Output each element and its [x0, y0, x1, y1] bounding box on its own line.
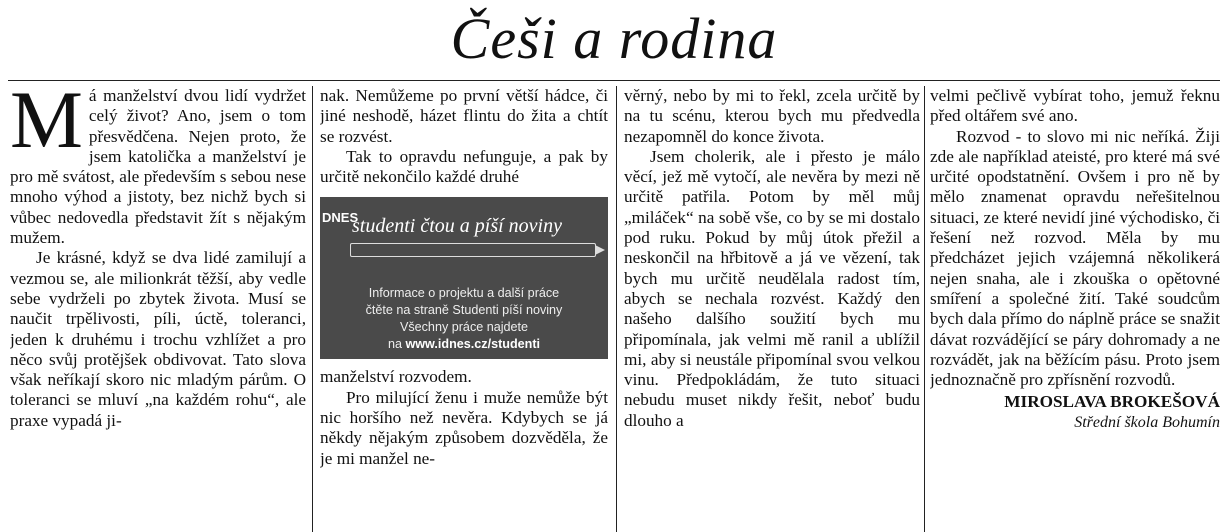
paragraph — [10, 86, 306, 248]
column-divider — [616, 86, 617, 532]
column-divider — [924, 86, 925, 532]
article-column-2 — [320, 86, 608, 532]
paragraph: Tak to opravdu nefunguje, a pak by určitě nekončilo každé druhé — [320, 146, 608, 187]
ad-url: www.idnes.cz/studenti — [405, 337, 541, 352]
paragraph: manželství rozvodem. — [320, 367, 472, 387]
title-rule — [8, 80, 1220, 81]
paragraph: věrný, nebo by mi to řekl, zcela určitě by na tu scénu, kterou bych mu předvedla nezapomněl do konce života. — [624, 86, 920, 146]
article-column-3 — [624, 86, 920, 532]
article-title: Češi a rodina — [450, 6, 778, 71]
author-school: Střední škola Bohumín — [1074, 413, 1220, 431]
ad-info-line: Všechny práce najdete — [399, 320, 529, 335]
paragraph: Je krásné, když se dva lidé zamilují a vezmou se, ale milionkrát těžší, aby vedle sebe vydrželi po zbytek života. Musí se naučit trpělivosti, píli, úctě, toleranci, jeden k druhému i trochu vzhlížet a pro něco svůj protějšek obdivovat. Tato slova však neříkají skoro nic mladým párům. O toleranci se mluví „na každém rohu“, ale praxe vypadá ji- — [10, 248, 306, 430]
ad-info — [320, 285, 608, 353]
ad-info-line: čtěte na straně Studenti píší noviny — [365, 303, 563, 318]
advertisement-box — [320, 197, 608, 359]
paragraph-text: á manželství dvou lidí vydržet celý život? Ano, jsem o tom přesvědčena. Nejen proto, že jsem katolička a manželství je pro mě svátost, ale především s sebou nese mnoho výhod a jistoty, bez nichž bych si vůbec nedovedla představit žít s nějakým mužem. — [10, 86, 306, 248]
drop-cap: M — [10, 86, 83, 165]
ad-slogan: studenti čtou a píší noviny — [352, 215, 562, 238]
column-divider — [312, 86, 313, 532]
pencil-icon — [350, 243, 596, 257]
paragraph: Jsem cholerik, ale i přesto je málo věcí, jež mě vytočí, ale nevěra by mezi ně určitě patřila. Potom by měl můj „miláček“ na sobě vše, co by se mi dostalo pod ruku. Pokud by můj útok přežil a neskončil na hřbitově a já ve vězení, tak bych mu určitě neudělala radost tím, abych se nechala rozvést. Každý den našeho dalšího soužití bych mu připomínala, jak velmi mě ranil a ublížil mi, aby si neustále připomínal svou velkou vinu. Předpokládám, že tuto situaci nebudu muset nikdy řešit, neboť budu dlouho a — [624, 146, 920, 430]
paragraph: velmi pečlivě vybírat toho, jemuž řeknu před oltářem své ano. — [930, 86, 1220, 126]
paragraph: Rozvod - to slovo mi nic neříká. Žiji zde ale například ateisté, pro které má své určité opodstatnění. Ovšem i pro ně by mělo znamenat opravdu neřešitelnou situaci, ze které nevidí jiné východisko, či řešení než rozvod. Měla by mu předcházet jejich vzájemná několikerá nejen snaha, ale i zkouška o opětovné smíření a společné žití. Také soudcům bych dala přímo do náplně práce se snažit dávat rozvádějící se páry dohromady a ne rozvádět, jak na běžícím pásu. Proto jsem jednoznačně pro zpřísnění rozvodů. — [930, 126, 1220, 390]
paragraph: nak. Nemůžeme po první větší hádce, či jiné neshodě, házet flintu do žita a chtít se rozvést. — [320, 86, 608, 146]
ad-info-line — [320, 336, 608, 353]
paragraph: Pro milující ženu i muže nemůže být nic horšího než nevěra. Kdybych se já někdy nějakým způsobem dozvěděla, že je mi manžel ne- — [320, 387, 608, 468]
dnes-logo: DNES — [322, 210, 359, 226]
ad-url-prefix: na — [387, 337, 406, 352]
ad-info-line: Informace o projektu a další práce — [368, 286, 560, 301]
article-column-4 — [930, 86, 1220, 532]
author-name: MIROSLAVA BROKEŠOVÁ — [1004, 392, 1220, 412]
article-column-1 — [10, 86, 306, 532]
